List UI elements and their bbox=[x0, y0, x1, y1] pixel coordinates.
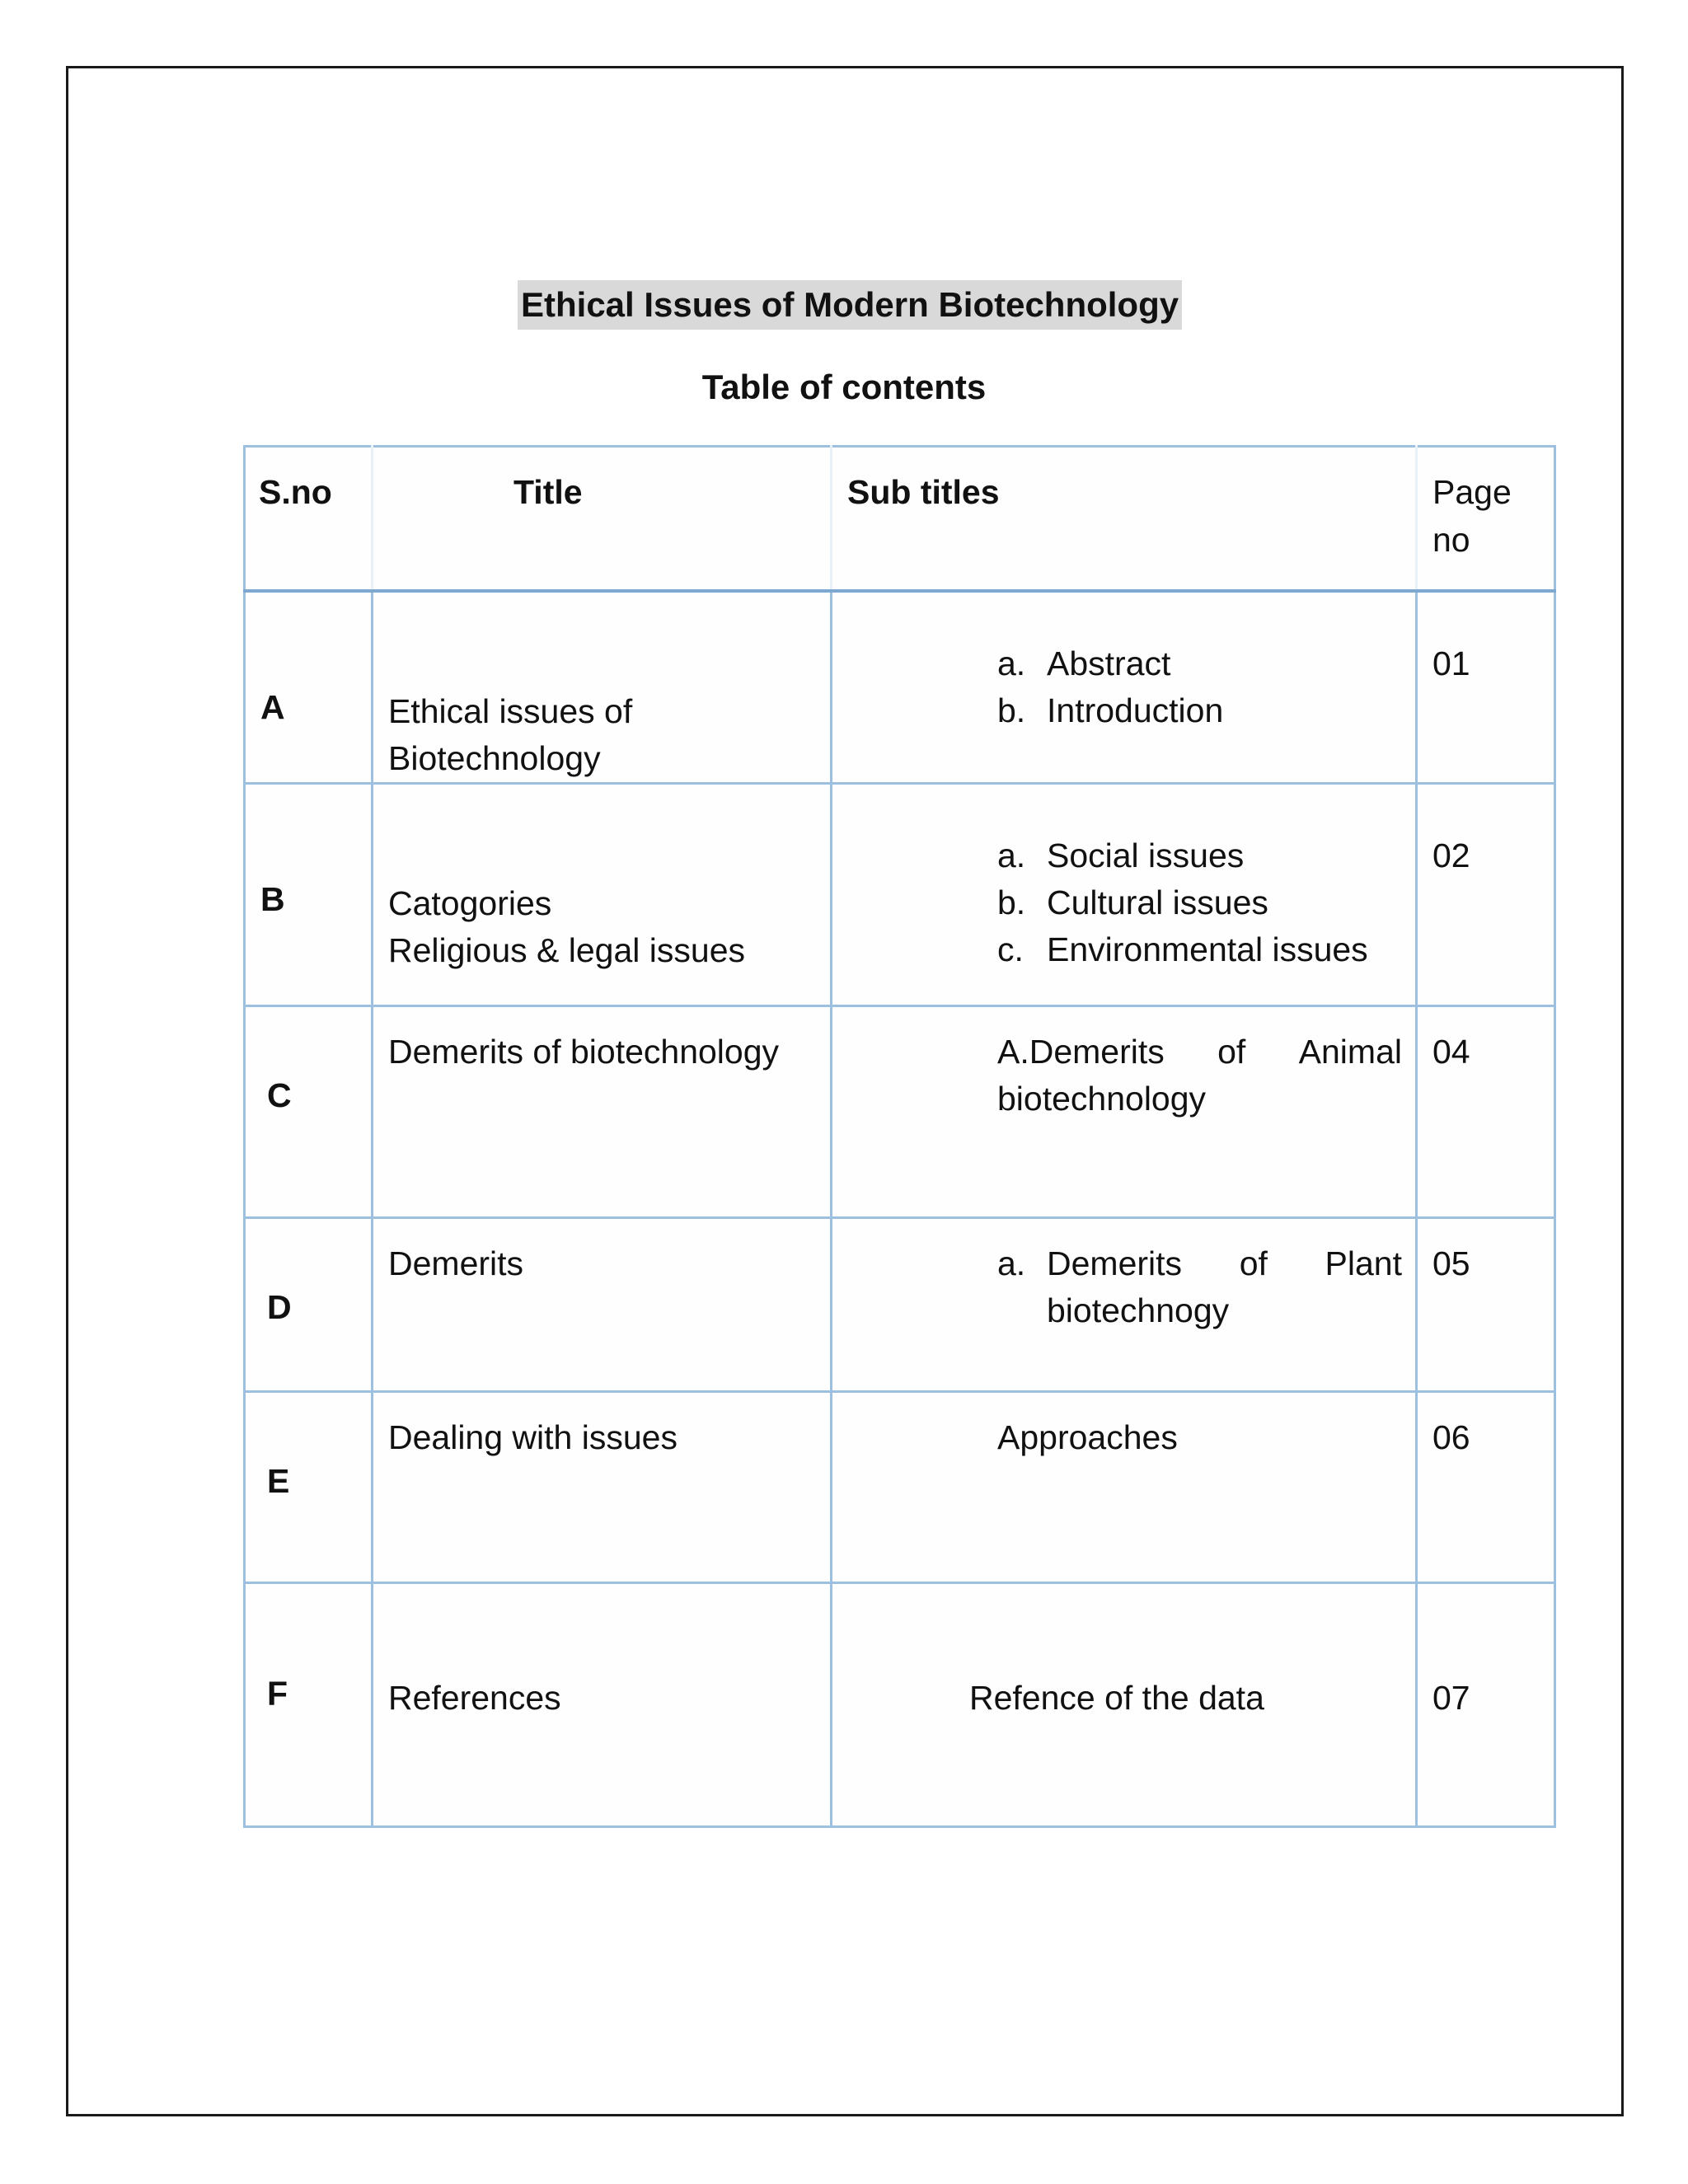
header-sno: S.no bbox=[245, 447, 373, 591]
row-subtitles bbox=[832, 1582, 1417, 1826]
header-subtitles: Sub titles bbox=[832, 447, 1417, 591]
header-page-line1: Page bbox=[1432, 473, 1512, 511]
table-row bbox=[245, 1005, 1555, 1217]
subtitle-line bbox=[997, 1029, 1402, 1076]
subtitle-text: Cultural issues bbox=[1047, 883, 1268, 921]
row-title-line: Demerits of biotechnology bbox=[388, 1032, 780, 1071]
row-sno: B bbox=[245, 783, 373, 1005]
subtitle-text: Abstract bbox=[1047, 644, 1171, 682]
header-title: Title bbox=[373, 447, 832, 591]
row-title-line: References bbox=[388, 1678, 561, 1717]
row-subtitles bbox=[832, 1391, 1417, 1582]
subtitle-body bbox=[1047, 1240, 1402, 1334]
row-title-line: Ethical issues of bbox=[388, 691, 633, 730]
row-sno: A bbox=[245, 591, 373, 784]
subtitle-marker: a. bbox=[997, 1244, 1026, 1282]
subtitle-word: Plant bbox=[1325, 1244, 1402, 1282]
row-title-line: Dealing with issues bbox=[388, 1418, 678, 1456]
row-title-line: Demerits bbox=[388, 1244, 524, 1282]
row-title bbox=[373, 783, 832, 1005]
row-title bbox=[373, 1005, 832, 1217]
subtitle-text: Social issues bbox=[1047, 836, 1245, 874]
toc-table bbox=[243, 445, 1556, 1828]
subtitle-list bbox=[997, 832, 1402, 973]
row-sno: C bbox=[245, 1005, 373, 1217]
row-page: 02 bbox=[1417, 783, 1555, 1005]
subtitle-line: biotechnology bbox=[997, 1079, 1207, 1118]
row-subtitles bbox=[832, 783, 1417, 1005]
row-title-line: Catogories bbox=[388, 883, 552, 922]
subtitle-word: of bbox=[1239, 1244, 1268, 1282]
toc-heading: Table of contents bbox=[701, 368, 987, 406]
subtitle-text: Approaches bbox=[997, 1418, 1178, 1456]
table-row bbox=[245, 783, 1555, 1005]
subtitle-marker: a. bbox=[997, 836, 1026, 874]
row-title bbox=[373, 591, 832, 784]
row-page: 07 bbox=[1417, 1582, 1555, 1826]
row-subtitles bbox=[832, 1217, 1417, 1391]
subtitle-text: Refence of the data bbox=[969, 1678, 1264, 1717]
subtitle-item bbox=[997, 879, 1402, 926]
table-row bbox=[245, 1582, 1555, 1826]
subtitle-line: biotechnogy bbox=[1047, 1291, 1230, 1329]
subtitle-line bbox=[1047, 1240, 1402, 1287]
row-sno: E bbox=[245, 1391, 373, 1582]
header-page-line2: no bbox=[1432, 521, 1470, 559]
subtitle-text: Environmental issues bbox=[1047, 930, 1368, 968]
row-title bbox=[373, 1391, 832, 1582]
subtitle-word: of bbox=[1217, 1032, 1246, 1071]
document-title: Ethical Issues of Modern Biotechnology bbox=[518, 280, 1182, 330]
row-title bbox=[373, 1582, 832, 1826]
header-page-no bbox=[1417, 447, 1555, 591]
row-sno: F bbox=[245, 1582, 373, 1826]
table-row bbox=[245, 1391, 1555, 1582]
row-subtitles bbox=[832, 591, 1417, 784]
subtitle-item bbox=[997, 1240, 1402, 1334]
table-row bbox=[245, 591, 1555, 784]
row-page: 04 bbox=[1417, 1005, 1555, 1217]
subtitle-word: A.Demerits bbox=[997, 1032, 1165, 1071]
row-page: 05 bbox=[1417, 1217, 1555, 1391]
table-row bbox=[245, 1217, 1555, 1391]
subtitle-item bbox=[997, 832, 1402, 879]
table-header-row bbox=[245, 447, 1555, 591]
subtitle-text: Introduction bbox=[1047, 691, 1224, 729]
row-page: 01 bbox=[1417, 591, 1555, 784]
subtitle-marker: b. bbox=[997, 691, 1026, 729]
subtitle-marker: a. bbox=[997, 644, 1026, 682]
subtitle-item bbox=[997, 926, 1402, 973]
row-title bbox=[373, 1217, 832, 1391]
subtitle-word: Demerits bbox=[1047, 1244, 1183, 1282]
subtitle-word: Animal bbox=[1298, 1032, 1402, 1071]
row-page: 06 bbox=[1417, 1391, 1555, 1582]
row-title-line: Religious & legal issues bbox=[388, 930, 746, 969]
subtitle-list bbox=[997, 640, 1402, 734]
subtitle-marker: b. bbox=[997, 883, 1026, 921]
row-title-line: Biotechnology bbox=[388, 738, 601, 777]
subtitle-marker: c. bbox=[997, 930, 1024, 968]
subtitle-item bbox=[997, 640, 1402, 687]
row-sno: D bbox=[245, 1217, 373, 1391]
row-subtitles bbox=[832, 1005, 1417, 1217]
subtitle-item bbox=[997, 687, 1402, 734]
